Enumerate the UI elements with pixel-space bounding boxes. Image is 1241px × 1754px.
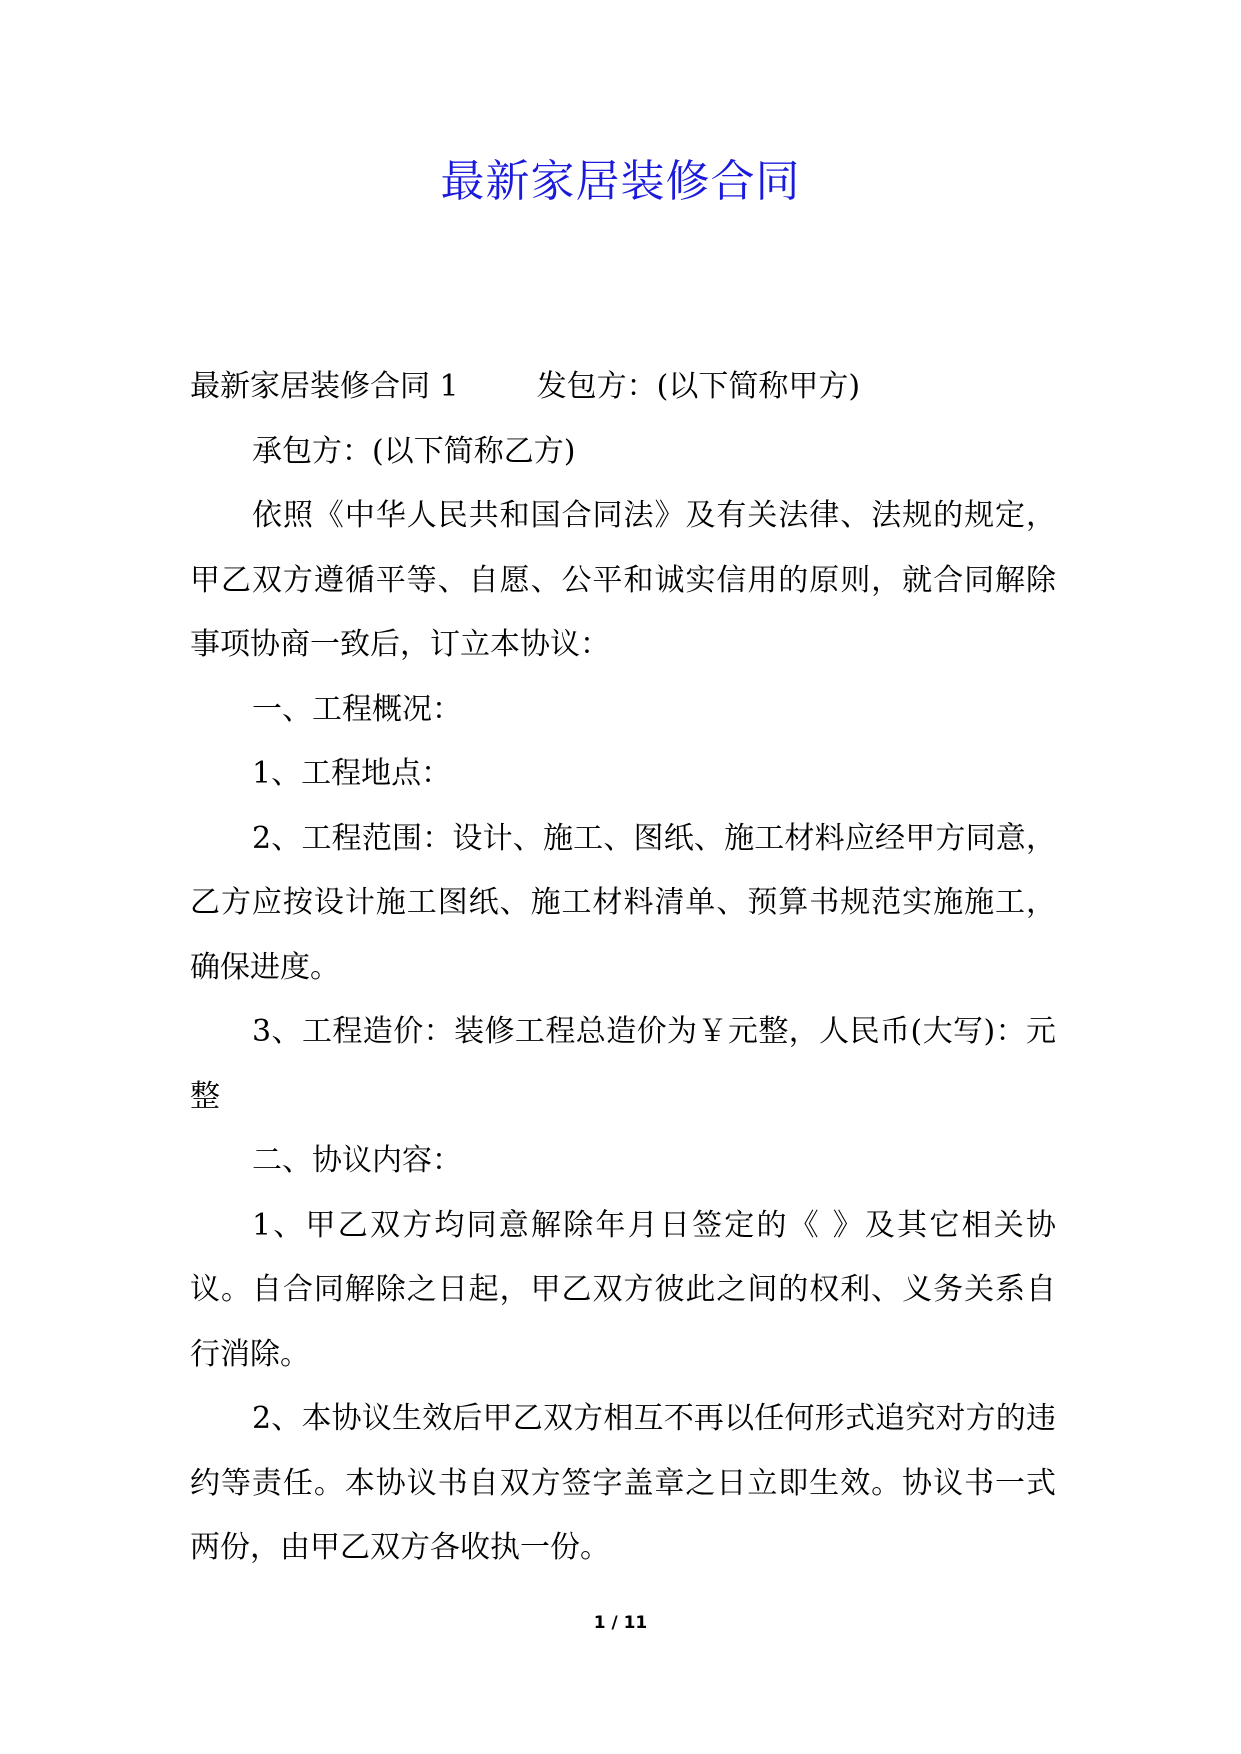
page-number: 1 / 11	[593, 1613, 648, 1633]
clause-scope: 2、工程范围：设计、施工、图纸、施工材料应经甲方同意，乙方应按设计施工图纸、施工材料清单、预算书规范实施施工，确保进度。	[190, 820, 1056, 985]
preamble-paragraph: 依照《中华人民共和国合同法》及有关法律、法规的规定，甲乙双方遵循平等、自愿、公平和诚实信用的原则，就合同解除事项协商一致后，订立本协议：	[190, 498, 1056, 662]
clause-termination: 1、甲乙双方均同意解除年月日签定的《 》及其它相关协议。自合同解除之日起，甲乙双方彼此之间的权利、义务关系自行消除。	[190, 1207, 1056, 1372]
clause-effect: 2、本协议生效后甲乙双方相互不再以任何形式追究对方的违约等责任。本协议书自双方签字盖章之日立即生效。协议书一式两份，由甲乙双方各收执一份。	[190, 1401, 1056, 1565]
party-a-line: 发包方：(以下简称甲方)	[536, 369, 861, 404]
section-heading-agreement: 二、协议内容：	[252, 1143, 462, 1178]
party-b-line: 承包方：(以下简称乙方)	[252, 433, 576, 469]
document-body	[190, 355, 1056, 1581]
document-title: 最新家居装修合同	[440, 156, 801, 207]
contract-heading: 最新家居装修合同 1	[190, 369, 459, 404]
first-line	[190, 355, 1056, 420]
section-heading-overview: 一、工程概况：	[252, 691, 462, 727]
clause-cost: 3、工程造价：装修工程总造价为￥元整，人民币(大写)：元整	[190, 1014, 1056, 1114]
clause-location: 1、工程地点：	[252, 756, 452, 791]
